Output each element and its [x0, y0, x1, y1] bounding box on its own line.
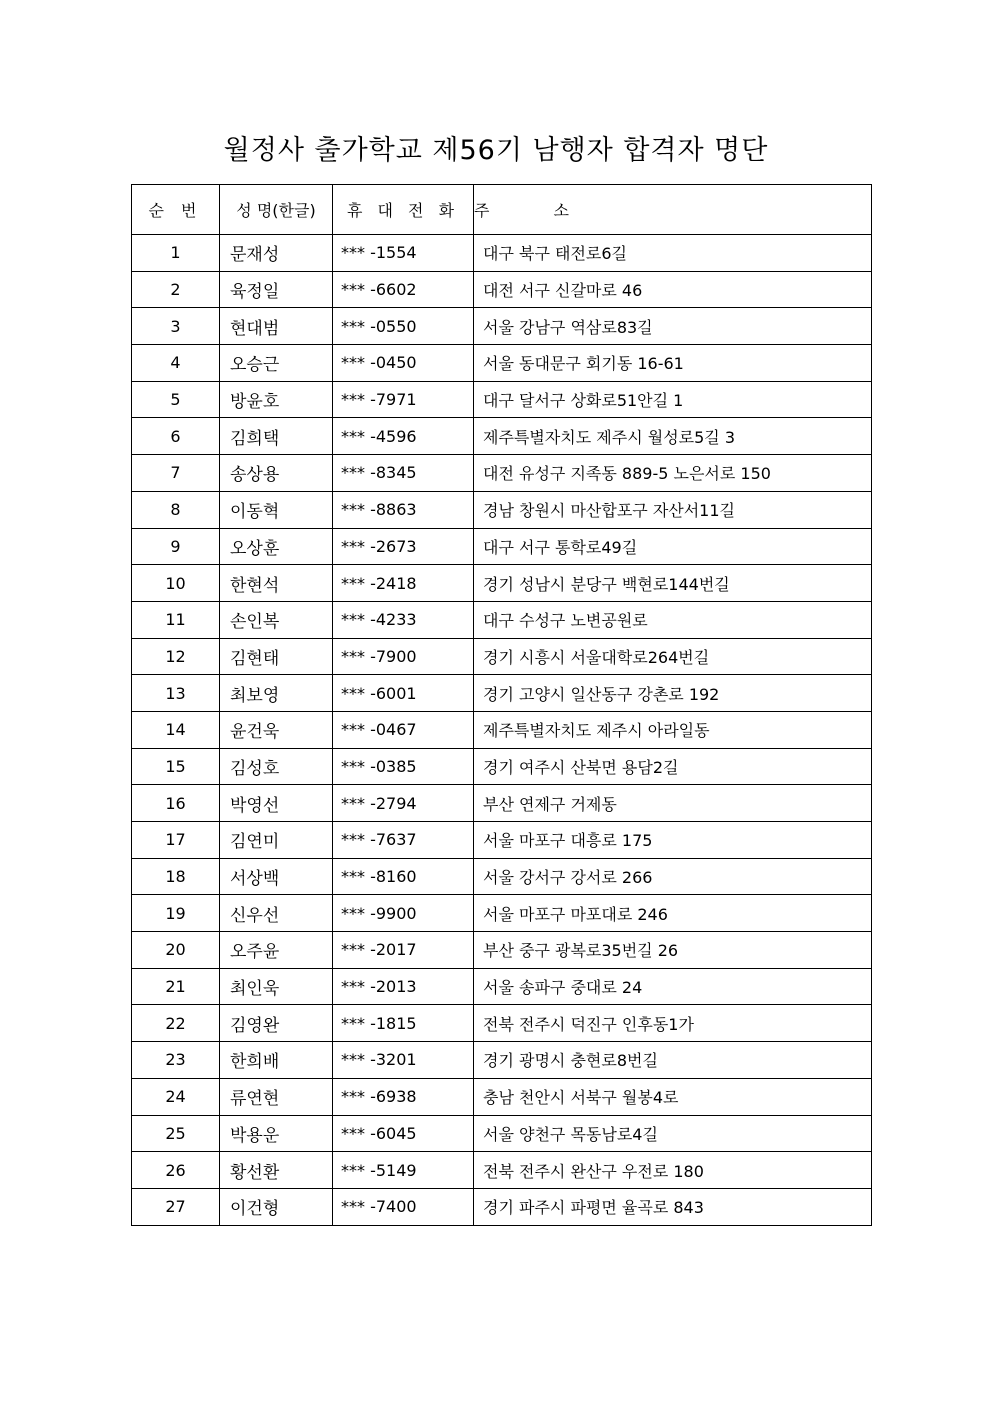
table-row	[132, 381, 872, 418]
row-name: 이동혁	[220, 491, 333, 528]
row-name: 오상훈	[220, 528, 333, 565]
row-address: 서울 동대문구 회기동 16-61	[474, 345, 872, 382]
row-address: 대구 서구 통학로49길	[474, 528, 872, 565]
table-row	[132, 1152, 872, 1189]
row-phone: *** -5149	[333, 1152, 474, 1189]
table-row	[132, 308, 872, 345]
row-address: 경기 시흥시 서울대학로264번길	[474, 638, 872, 675]
row-number: 9	[132, 528, 220, 565]
row-number: 26	[132, 1152, 220, 1189]
row-name: 한현석	[220, 565, 333, 602]
page-title: 월정사 출가학교 제56기 남행자 합격자 명단	[223, 135, 769, 166]
table-row	[132, 345, 872, 382]
row-name: 오주윤	[220, 932, 333, 969]
row-address: 전북 전주시 덕진구 인후동1가	[474, 1005, 872, 1042]
row-address: 경기 여주시 산북면 용담2길	[474, 748, 872, 785]
row-phone: *** -2794	[333, 785, 474, 822]
row-phone: *** -4596	[333, 418, 474, 455]
table-row	[132, 638, 872, 675]
row-phone: *** -0450	[333, 345, 474, 382]
row-name: 박영선	[220, 785, 333, 822]
row-name: 문재성	[220, 235, 333, 272]
row-name: 서상백	[220, 858, 333, 895]
row-number: 21	[132, 968, 220, 1005]
row-number: 22	[132, 1005, 220, 1042]
row-address: 경기 광명시 충현로8번길	[474, 1042, 872, 1079]
table-row	[132, 675, 872, 712]
row-phone: *** -7900	[333, 638, 474, 675]
table-row	[132, 565, 872, 602]
row-name: 최보영	[220, 675, 333, 712]
table-row	[132, 1005, 872, 1042]
row-number: 18	[132, 858, 220, 895]
row-name: 방윤호	[220, 381, 333, 418]
row-phone: *** -2673	[333, 528, 474, 565]
row-number: 17	[132, 822, 220, 859]
row-phone: *** -2013	[333, 968, 474, 1005]
row-address: 부산 중구 광복로35번길 26	[474, 932, 872, 969]
row-number: 15	[132, 748, 220, 785]
row-name: 김연미	[220, 822, 333, 859]
row-address: 경남 창원시 마산합포구 자산서11길	[474, 491, 872, 528]
row-number: 12	[132, 638, 220, 675]
table-row	[132, 822, 872, 859]
row-number: 8	[132, 491, 220, 528]
row-name: 현대범	[220, 308, 333, 345]
row-number: 5	[132, 381, 220, 418]
applicant-table	[131, 184, 872, 1226]
header-address	[474, 185, 872, 235]
row-phone: *** -0550	[333, 308, 474, 345]
row-name: 이건형	[220, 1188, 333, 1225]
row-phone: *** -6602	[333, 271, 474, 308]
row-address: 경기 파주시 파평면 율곡로 843	[474, 1188, 872, 1225]
table-row	[132, 748, 872, 785]
row-address: 대구 북구 태전로6길	[474, 235, 872, 272]
row-phone: *** -6045	[333, 1115, 474, 1152]
row-address: 충남 천안시 서북구 월봉4로	[474, 1078, 872, 1115]
table-row	[132, 711, 872, 748]
row-phone: *** -2017	[333, 932, 474, 969]
row-number: 23	[132, 1042, 220, 1079]
row-name: 한희배	[220, 1042, 333, 1079]
row-address: 서울 강남구 역삼로83길	[474, 308, 872, 345]
row-phone: *** -4233	[333, 601, 474, 638]
table-row	[132, 858, 872, 895]
row-address: 대구 수성구 노변공원로	[474, 601, 872, 638]
row-number: 3	[132, 308, 220, 345]
row-number: 6	[132, 418, 220, 455]
row-address: 전북 전주시 완산구 우전로 180	[474, 1152, 872, 1189]
row-name: 김영완	[220, 1005, 333, 1042]
row-phone: *** -7400	[333, 1188, 474, 1225]
row-name: 김희택	[220, 418, 333, 455]
row-number: 24	[132, 1078, 220, 1115]
row-name: 김현태	[220, 638, 333, 675]
table-row	[132, 235, 872, 272]
row-number: 27	[132, 1188, 220, 1225]
header-address-first: 주	[474, 201, 490, 220]
header-number: 순 번	[132, 185, 220, 235]
row-address: 부산 연제구 거제동	[474, 785, 872, 822]
row-number: 20	[132, 932, 220, 969]
row-phone: *** -6938	[333, 1078, 474, 1115]
row-phone: *** -9900	[333, 895, 474, 932]
row-address: 서울 마포구 대흥로 175	[474, 822, 872, 859]
table-row	[132, 491, 872, 528]
row-phone: *** -7637	[333, 822, 474, 859]
row-number: 1	[132, 235, 220, 272]
row-phone: *** -0467	[333, 711, 474, 748]
row-name: 박용운	[220, 1115, 333, 1152]
row-phone: *** -6001	[333, 675, 474, 712]
table-row	[132, 455, 872, 492]
row-name: 황선환	[220, 1152, 333, 1189]
row-name: 김성호	[220, 748, 333, 785]
row-address: 서울 마포구 마포대로 246	[474, 895, 872, 932]
row-name: 손인복	[220, 601, 333, 638]
row-phone: *** -7971	[333, 381, 474, 418]
row-address: 경기 성남시 분당구 백현로144번길	[474, 565, 872, 602]
row-address: 서울 강서구 강서로 266	[474, 858, 872, 895]
row-number: 2	[132, 271, 220, 308]
row-phone: *** -1815	[333, 1005, 474, 1042]
row-number: 4	[132, 345, 220, 382]
row-phone: *** -8160	[333, 858, 474, 895]
row-number: 7	[132, 455, 220, 492]
row-number: 19	[132, 895, 220, 932]
table-row	[132, 601, 872, 638]
row-number: 13	[132, 675, 220, 712]
table-row	[132, 1042, 872, 1079]
row-address: 경기 고양시 일산동구 강촌로 192	[474, 675, 872, 712]
row-phone: *** -2418	[333, 565, 474, 602]
row-number: 16	[132, 785, 220, 822]
table-row	[132, 418, 872, 455]
row-address: 대구 달서구 상화로51안길 1	[474, 381, 872, 418]
table-row	[132, 1078, 872, 1115]
row-name: 최인욱	[220, 968, 333, 1005]
row-address: 제주특별자치도 제주시 아라일동	[474, 711, 872, 748]
table-row	[132, 895, 872, 932]
row-address: 대전 서구 신갈마로 46	[474, 271, 872, 308]
row-name: 육정일	[220, 271, 333, 308]
row-number: 25	[132, 1115, 220, 1152]
row-phone: *** -0385	[333, 748, 474, 785]
header-name: 성 명(한글)	[220, 185, 333, 235]
row-address: 서울 양천구 목동남로4길	[474, 1115, 872, 1152]
row-address: 제주특별자치도 제주시 월성로5길 3	[474, 418, 872, 455]
row-number: 10	[132, 565, 220, 602]
row-name: 윤건욱	[220, 711, 333, 748]
table-row	[132, 1188, 872, 1225]
row-number: 14	[132, 711, 220, 748]
row-number: 11	[132, 601, 220, 638]
row-phone: *** -8863	[333, 491, 474, 528]
table-row	[132, 1115, 872, 1152]
row-name: 송상용	[220, 455, 333, 492]
row-address: 대전 유성구 지족동 889-5 노은서로 150	[474, 455, 872, 492]
table-row	[132, 528, 872, 565]
row-phone: *** -1554	[333, 235, 474, 272]
row-phone: *** -3201	[333, 1042, 474, 1079]
header-phone: 휴 대 전 화	[333, 185, 474, 235]
row-name: 신우선	[220, 895, 333, 932]
header-address-second: 소	[553, 201, 569, 220]
table-header-row	[132, 185, 872, 235]
row-name: 류연현	[220, 1078, 333, 1115]
table-row	[132, 932, 872, 969]
table-row	[132, 968, 872, 1005]
row-address: 서울 송파구 중대로 24	[474, 968, 872, 1005]
table-row	[132, 271, 872, 308]
row-name: 오승근	[220, 345, 333, 382]
table-body	[132, 235, 872, 1226]
row-phone: *** -8345	[333, 455, 474, 492]
table-row	[132, 785, 872, 822]
